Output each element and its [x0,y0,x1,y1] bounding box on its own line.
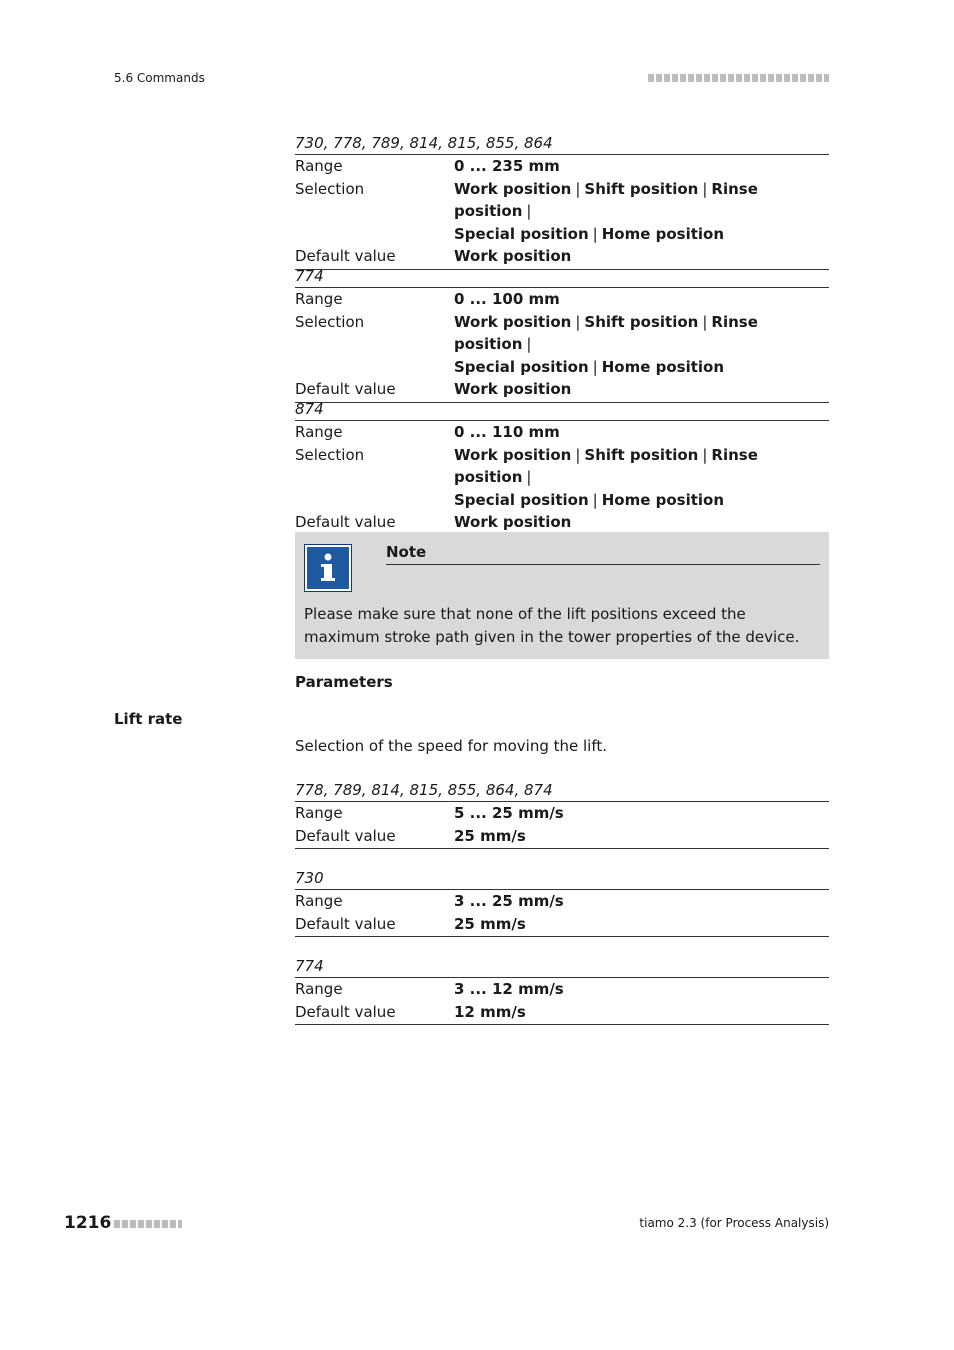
block-title: 874 [295,398,829,421]
block-title: 730, 778, 789, 814, 815, 855, 864 [295,132,829,155]
note-title: Note [386,542,820,565]
default-label: Default value [295,1002,396,1021]
note-text: Please make sure that none of the lift positions exceed the maximum stroke path given in the tower properties of the device. [304,605,800,646]
selection-value: Work position | Shift position | Rinse position | Special position | Home position [454,445,758,509]
default-label: Default value [295,826,396,845]
default-label: Default value [295,513,396,531]
range-label: Range [295,290,343,308]
page-number: 1216 [64,1213,112,1233]
default-value: 12 mm/s [454,1002,526,1021]
section-header: 5.6 Commands [114,71,205,85]
range-value: 0 ... 110 mm [454,423,560,441]
product-name: tiamo 2.3 (for Process Analysis) [639,1216,829,1230]
lift-rate-block-1 [295,779,829,849]
block-title: 730 [295,867,829,890]
range-value: 3 ... 12 mm/s [454,980,564,998]
range-label: Range [295,980,343,998]
range-value: 0 ... 235 mm [454,157,560,175]
parameters-heading: Parameters [295,673,393,691]
position-block-2 [295,265,829,403]
info-icon [304,544,352,592]
default-value: Work position [454,380,572,398]
range-value: 3 ... 25 mm/s [454,892,564,910]
selection-value: Work position | Shift position | Rinse position | Special position | Home position [454,312,758,376]
selection-label: Selection [295,445,365,464]
default-label: Default value [295,247,396,265]
selection-value: Work position | Shift position | Rinse position | Special position | Home position [454,179,758,243]
position-block-1 [295,132,829,270]
range-value: 0 ... 100 mm [454,290,560,308]
lift-rate-block-3 [295,955,829,1025]
block-title: 774 [295,265,829,288]
position-block-3 [295,398,829,536]
default-value: Work position [454,513,572,531]
default-value: 25 mm/s [454,826,526,845]
note-box [295,532,829,659]
footer-decoration [114,1220,182,1228]
range-label: Range [295,804,343,822]
header-decoration [648,74,829,82]
selection-label: Selection [295,312,365,331]
block-title: 778, 789, 814, 815, 855, 864, 874 [295,779,829,802]
lift-rate-description: Selection of the speed for moving the lift. [295,737,607,755]
range-label: Range [295,892,343,910]
range-label: Range [295,157,343,175]
block-title: 774 [295,955,829,978]
lift-rate-block-2 [295,867,829,937]
default-label: Default value [295,914,396,933]
default-label: Default value [295,380,396,398]
selection-label: Selection [295,179,365,198]
range-value: 5 ... 25 mm/s [454,804,564,822]
lift-rate-heading: Lift rate [114,710,183,728]
range-label: Range [295,423,343,441]
default-value: Work position [454,247,572,265]
default-value: 25 mm/s [454,914,526,933]
